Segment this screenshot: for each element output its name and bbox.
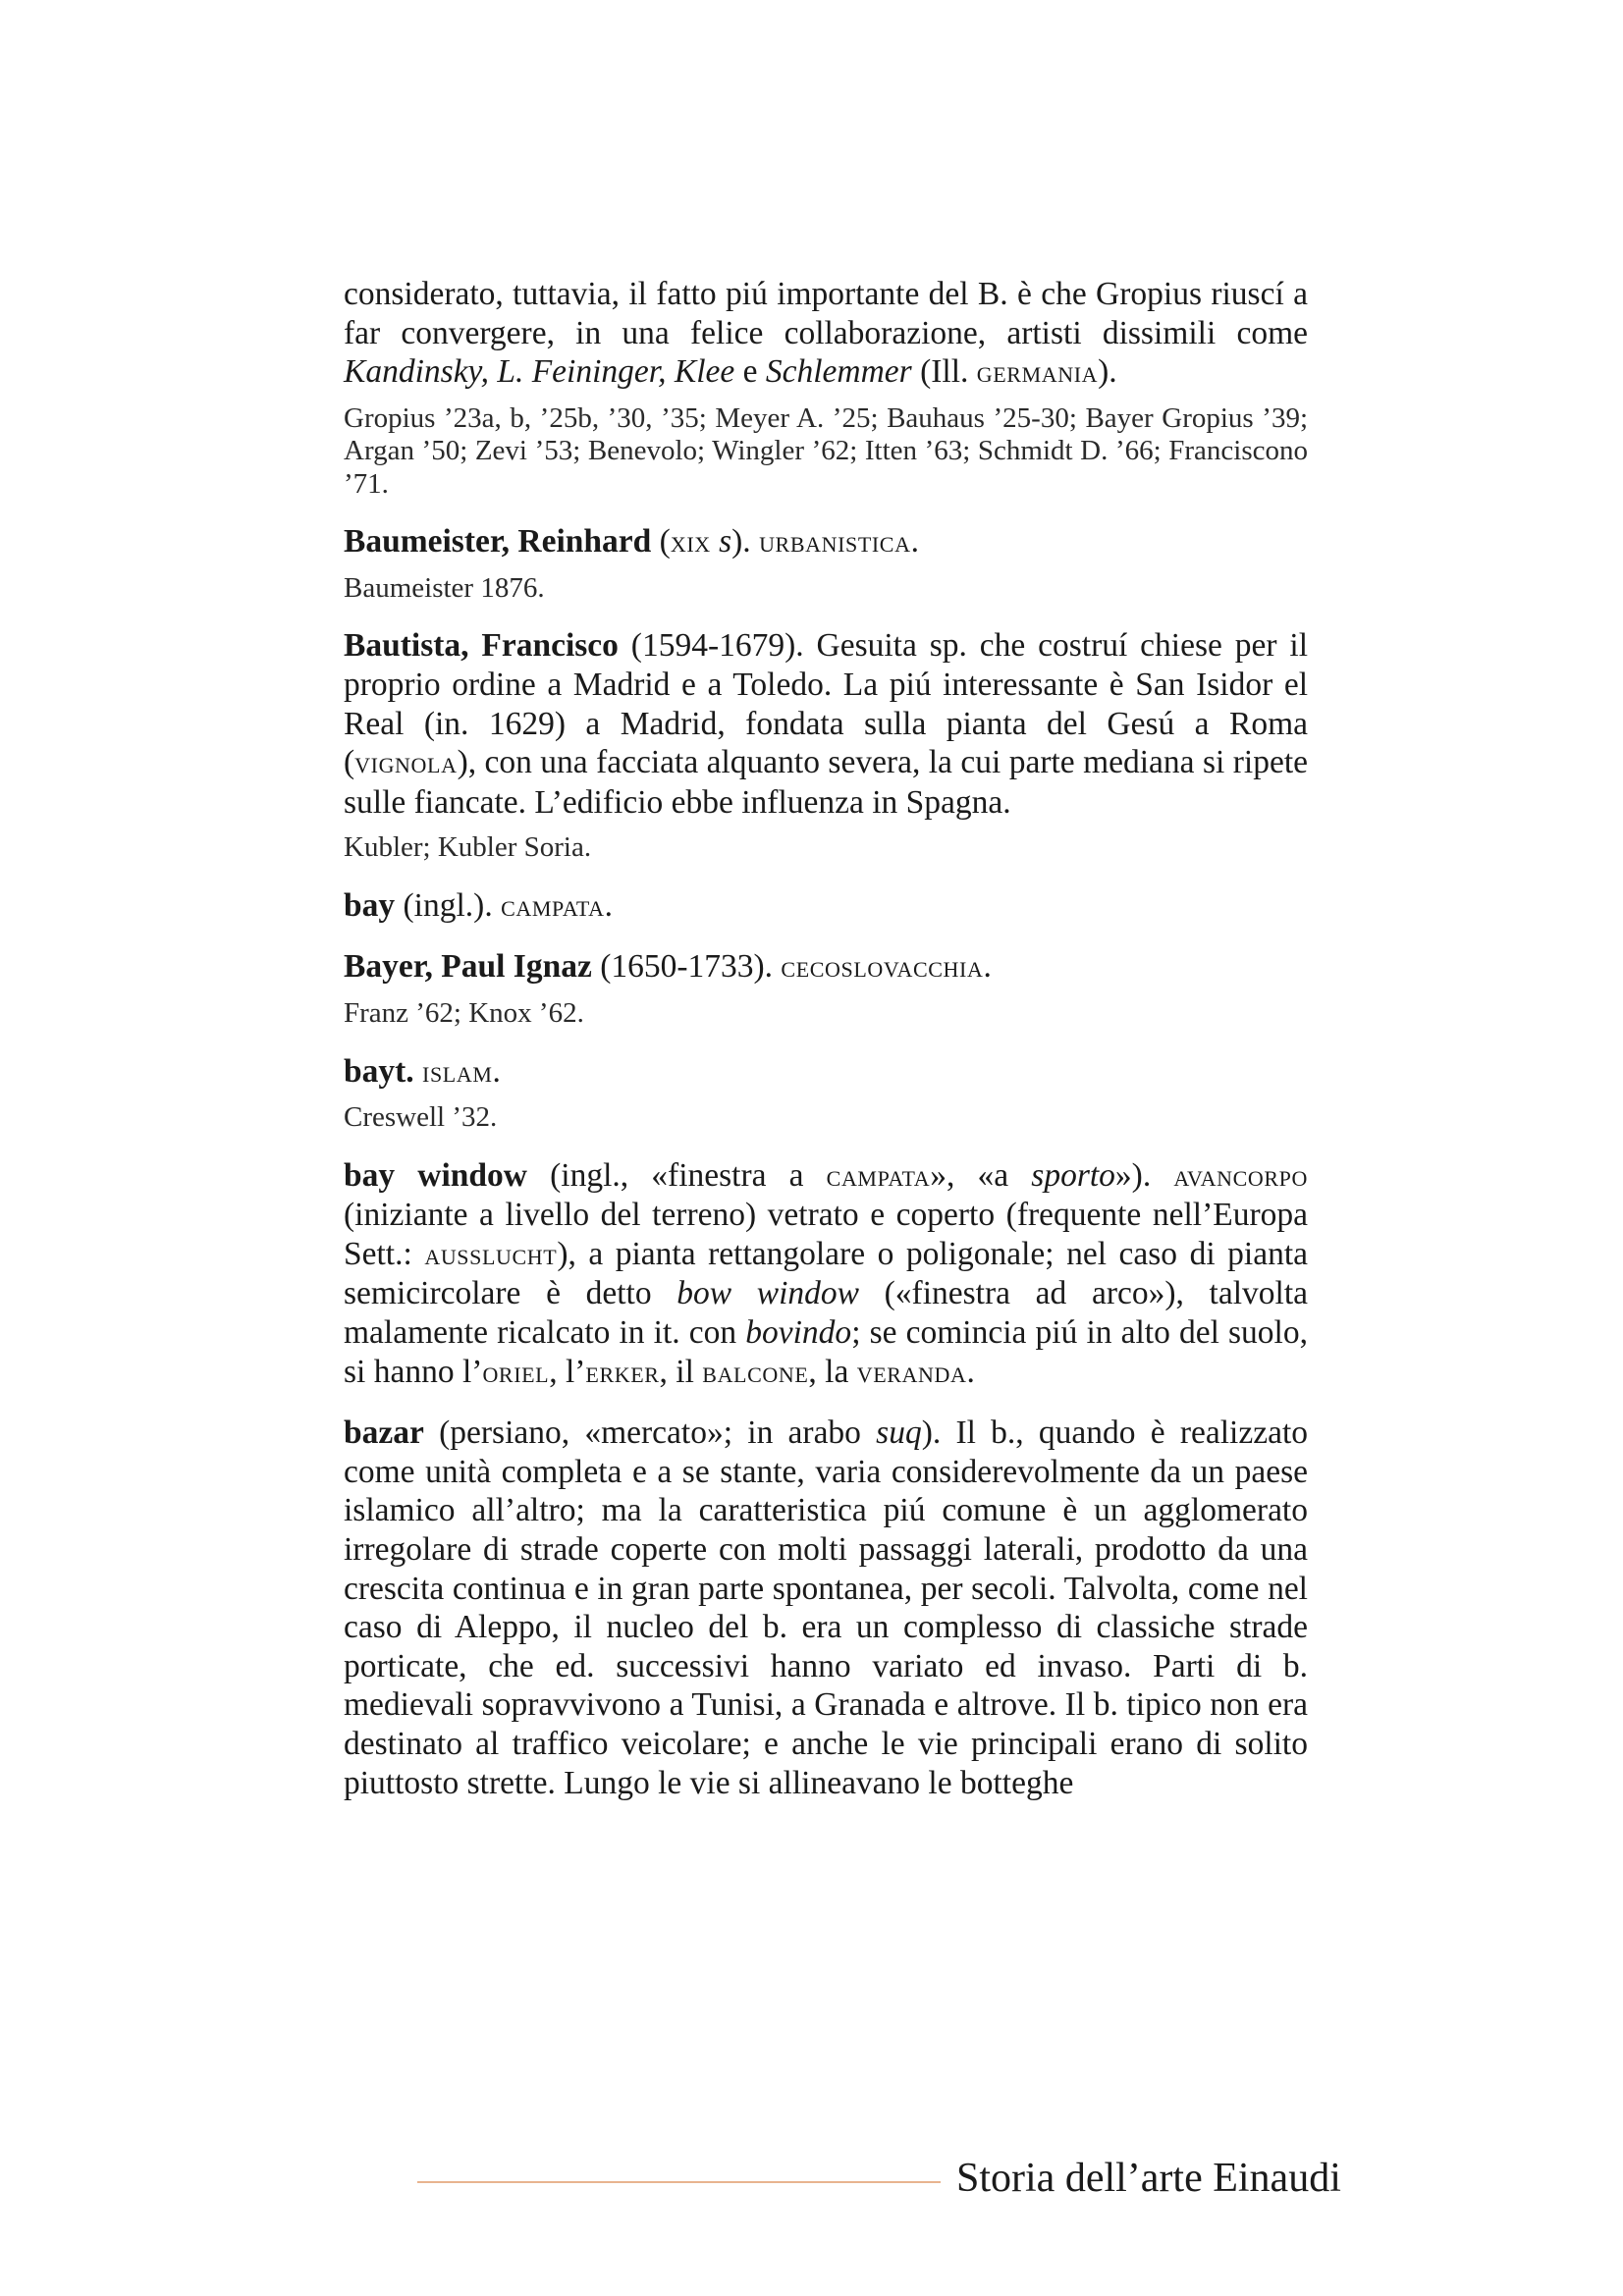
entry-bautista-text (344, 626, 1308, 822)
body-text: . (604, 886, 614, 924)
cross-reference: xix (670, 525, 711, 560)
entry-baumeister-text (344, 522, 1308, 562)
body-text: considerato, tuttavia, il fatto piú importante del B. è che Gropius riuscí a far convergere, in una felice collaborazione, artisti dissimili come (344, 276, 1308, 351)
italic-term: Kandinsky, L. Feininger, Klee (344, 353, 735, 391)
entry-bayt-bibliography: Creswell ’32. (344, 1101, 498, 1134)
body-text: , l’ (549, 1353, 586, 1390)
body-text: (ingl., «finestra a (526, 1156, 827, 1194)
entry-headword: Bayer, Paul Ignaz (344, 948, 592, 986)
cross-reference: erker (585, 1355, 660, 1389)
body-text: ), a pianta rettangolare o poligonale; nel caso di pianta semicircolare è detto (344, 1235, 1308, 1312)
entry-headword: bazar (344, 1415, 424, 1452)
italic-term: bovindo (745, 1314, 852, 1351)
body-text: . (983, 948, 992, 986)
italic-term: bow window (676, 1275, 859, 1312)
body-text: (persiano, «mercato»; in arabo (423, 1415, 877, 1452)
body-text: (Ill. (911, 353, 977, 391)
entry-bauhaus-text (344, 275, 1308, 393)
body-text: (iniziante a livello del terreno) vetrato e coperto (frequente nell’Europa Sett.: (344, 1197, 1308, 1272)
entry-headword: bayt. (344, 1052, 414, 1090)
cross-reference: urbanistica (759, 525, 911, 560)
page-body (344, 275, 1308, 1802)
cross-reference: campata (501, 888, 605, 923)
body-text: (1594-1679). Gesuita sp. che costruí chiese per il proprio ordine a Madrid e a Toledo. La piú interessante è San Isidor el Real (in. 1629) a Madrid, fondata sulla pianta del Gesú a Roma ( (344, 627, 1309, 781)
body-text: ). (1098, 353, 1117, 391)
body-text: e (734, 353, 766, 391)
cross-reference: balcone (702, 1355, 809, 1389)
entry-bautista-bibliography: Kubler; Kubler Soria. (344, 831, 592, 864)
body-text (711, 523, 719, 560)
body-text: . (966, 1353, 975, 1390)
body-text: , la (808, 1353, 857, 1390)
italic-term: Schlemmer (765, 353, 912, 391)
cross-reference: ausslucht (424, 1237, 558, 1271)
body-text: , il (659, 1353, 703, 1390)
cross-reference: germania (976, 355, 1099, 390)
body-text: . (492, 1052, 501, 1090)
body-text: », «a (930, 1156, 1032, 1194)
entry-bayer-text (344, 947, 1308, 988)
body-text: »). (1114, 1156, 1174, 1194)
entry-bazar-text (344, 1414, 1308, 1802)
body-text (414, 1053, 422, 1090)
cross-reference: campata (826, 1158, 931, 1193)
footer-rule (417, 2181, 941, 2183)
cross-reference: oriel (482, 1355, 550, 1389)
body-text: ). Il b., quando è realizzato come unità completa e a se stante, varia considerevolmente da un paese islamico all’altro; ma la caratteristica piú comune è un agglomerato irregolare di strade coperte con molti passaggi laterali, prodotto da una crescita continua e in gran parte spontanea, per secoli. Talvolta, come nel caso di Aleppo, il nucleo del b. era un complesso di classiche strade porticate, che ed. successivi hanno variato ed invaso. Parti di b. medievali sopravvivono a Tunisi, a Granada e altrove. Il b. tipico non era destinato al traffico veicolare; e anche le vie principali erano di solito piuttosto strette. Lungo le vie si allineavano le botteghe (344, 1415, 1309, 1801)
entry-bayer-bibliography: Franz ’62; Knox ’62. (344, 997, 584, 1030)
entry-headword: Bautista, Francisco (344, 627, 619, 665)
cross-reference: vignola (354, 746, 458, 780)
body-text: ), con una facciata alquanto severa, la cui parte mediana si ripete sulle fiancate. L’edificio ebbe influenza in Spagna. (344, 744, 1308, 821)
entry-headword: bay (344, 886, 396, 924)
footer-publisher: Storia dell’arte Einaudi (956, 2156, 1341, 2201)
entry-headword: Baumeister, Reinhard (344, 523, 652, 561)
body-text: (ingl.). (395, 886, 502, 924)
entry-bayt-text (344, 1052, 1308, 1093)
body-text: ( (651, 523, 671, 561)
body-text: . (910, 523, 919, 561)
entry-headword: bay window (344, 1156, 527, 1194)
entry-bay-text (344, 886, 1308, 927)
italic-term: suq (876, 1415, 922, 1452)
entry-bay-window-text (344, 1156, 1308, 1393)
cross-reference: avancorpo (1173, 1158, 1308, 1193)
body-text: ). (731, 523, 760, 561)
italic-term: s (719, 523, 732, 561)
body-text: (1650-1733). (591, 948, 782, 986)
cross-reference: veranda (856, 1355, 967, 1389)
body-text: («finestra ad arco»), talvolta malamente ricalcato in it. con (344, 1275, 1308, 1351)
cross-reference: islam (422, 1054, 493, 1089)
entry-bauhaus-bibliography: Gropius ’23a, b, ’25b, ’30, ’35; Meyer A. ’25; Bauhaus ’25-30; Bayer Gropius ’39; Argan ’50; Zevi ’53; Benevolo; Wingler ’62; Itten ’63; Schmidt D. ’66; Franciscono ’71. (344, 401, 1308, 500)
italic-term: sporto (1031, 1156, 1115, 1194)
entry-baumeister-bibliography: Baumeister 1876. (344, 571, 545, 604)
body-text: ; se comincia piú in alto del suolo, si hanno l’ (344, 1314, 1308, 1390)
cross-reference: cecoslovacchia (781, 950, 984, 985)
